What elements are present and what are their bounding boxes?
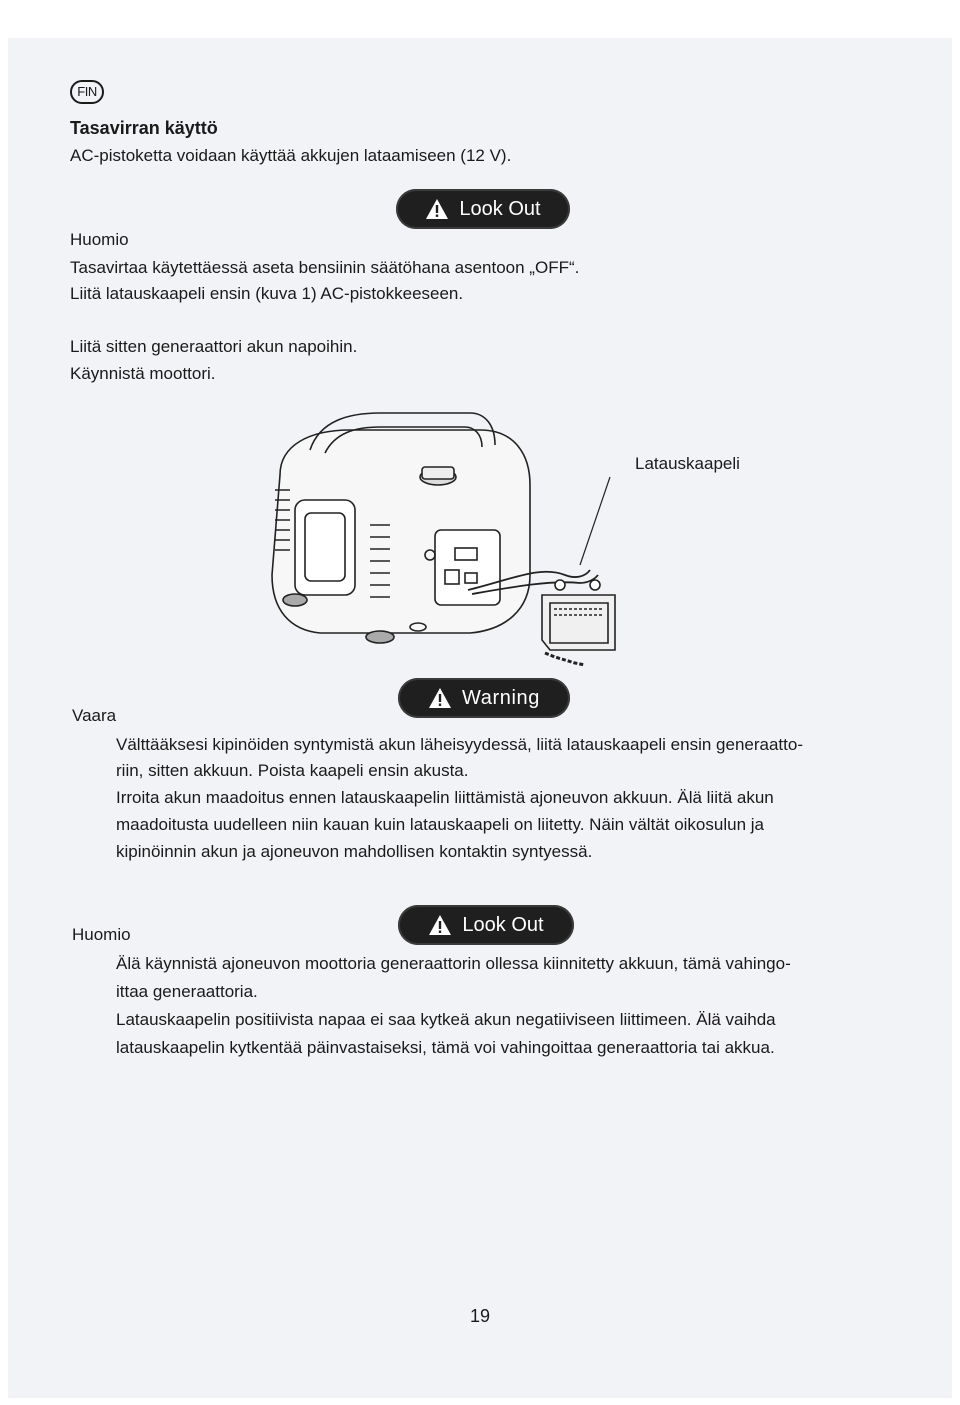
notice-heading: Huomio: [70, 230, 129, 249]
warning-line: maadoitusta uudelleen niin kauan kuin latauskaapeli on liitetty. Näin vältät oikosulun ja: [116, 815, 764, 834]
language-badge: FIN: [70, 80, 104, 104]
look-out-badge: [396, 189, 570, 229]
warning-line: riin, sitten akkuun. Poista kaapeli ensin akusta.: [116, 761, 469, 780]
warning-heading: Vaara: [72, 706, 117, 725]
warning-line: Irroita akun maadoitus ennen latauskaapelin liittämistä ajoneuvon akkuun. Älä liitä akun: [116, 788, 774, 807]
look-out-label: Look Out: [462, 913, 544, 936]
warning-triangle-icon: [425, 198, 449, 220]
warning-triangle-icon: [428, 687, 452, 709]
section-intro: AC-pistoketta voidaan käyttää akkujen lataamiseen (12 V).: [70, 146, 512, 165]
look-out-badge: [398, 905, 574, 945]
generator-battery-illustration: [250, 405, 650, 680]
notice-line: Latauskaapelin positiivista napaa ei saa kytkeä akun negatiiviseen liittimeen. Älä vaihda: [116, 1010, 776, 1029]
warning-label: Warning: [462, 686, 540, 709]
notice-line: Käynnistä moottori.: [70, 364, 216, 383]
notice-line: ittaa generaattoria.: [116, 982, 258, 1001]
notice-line: Älä käynnistä ajoneuvon moottoria generaattorin ollessa kiinnitetty akkuun, tämä vahingo-: [116, 954, 791, 973]
notice-heading: Huomio: [72, 925, 131, 944]
notice-line: Tasavirtaa käytettäessä aseta bensiinin säätöhana asentoon „OFF“.: [70, 258, 580, 277]
look-out-label: Look Out: [459, 197, 541, 220]
warning-badge: [398, 678, 570, 718]
warning-line: Välttääksesi kipinöiden syntymistä akun läheisyydessä, liitä latauskaapeli ensin generaatto-: [116, 735, 803, 754]
section-title: Tasavirran käyttö: [70, 118, 218, 138]
warning-line: kipinöinnin akun ja ajoneuvon mahdollisen kontaktin syntyessä.: [116, 842, 593, 861]
document-page: [8, 38, 952, 1398]
warning-triangle-icon: [428, 914, 452, 936]
notice-line: latauskaapelin kytkentää päinvastaiseksi, tämä voi vahingoittaa generaattoria tai akkua.: [116, 1038, 775, 1057]
cable-callout-label: Latauskaapeli: [635, 454, 740, 473]
notice-line: Liitä sitten generaattori akun napoihin.: [70, 337, 358, 356]
page-number: 19: [469, 1306, 491, 1326]
notice-line: Liitä latauskaapeli ensin (kuva 1) AC-pistokkeeseen.: [70, 284, 464, 303]
